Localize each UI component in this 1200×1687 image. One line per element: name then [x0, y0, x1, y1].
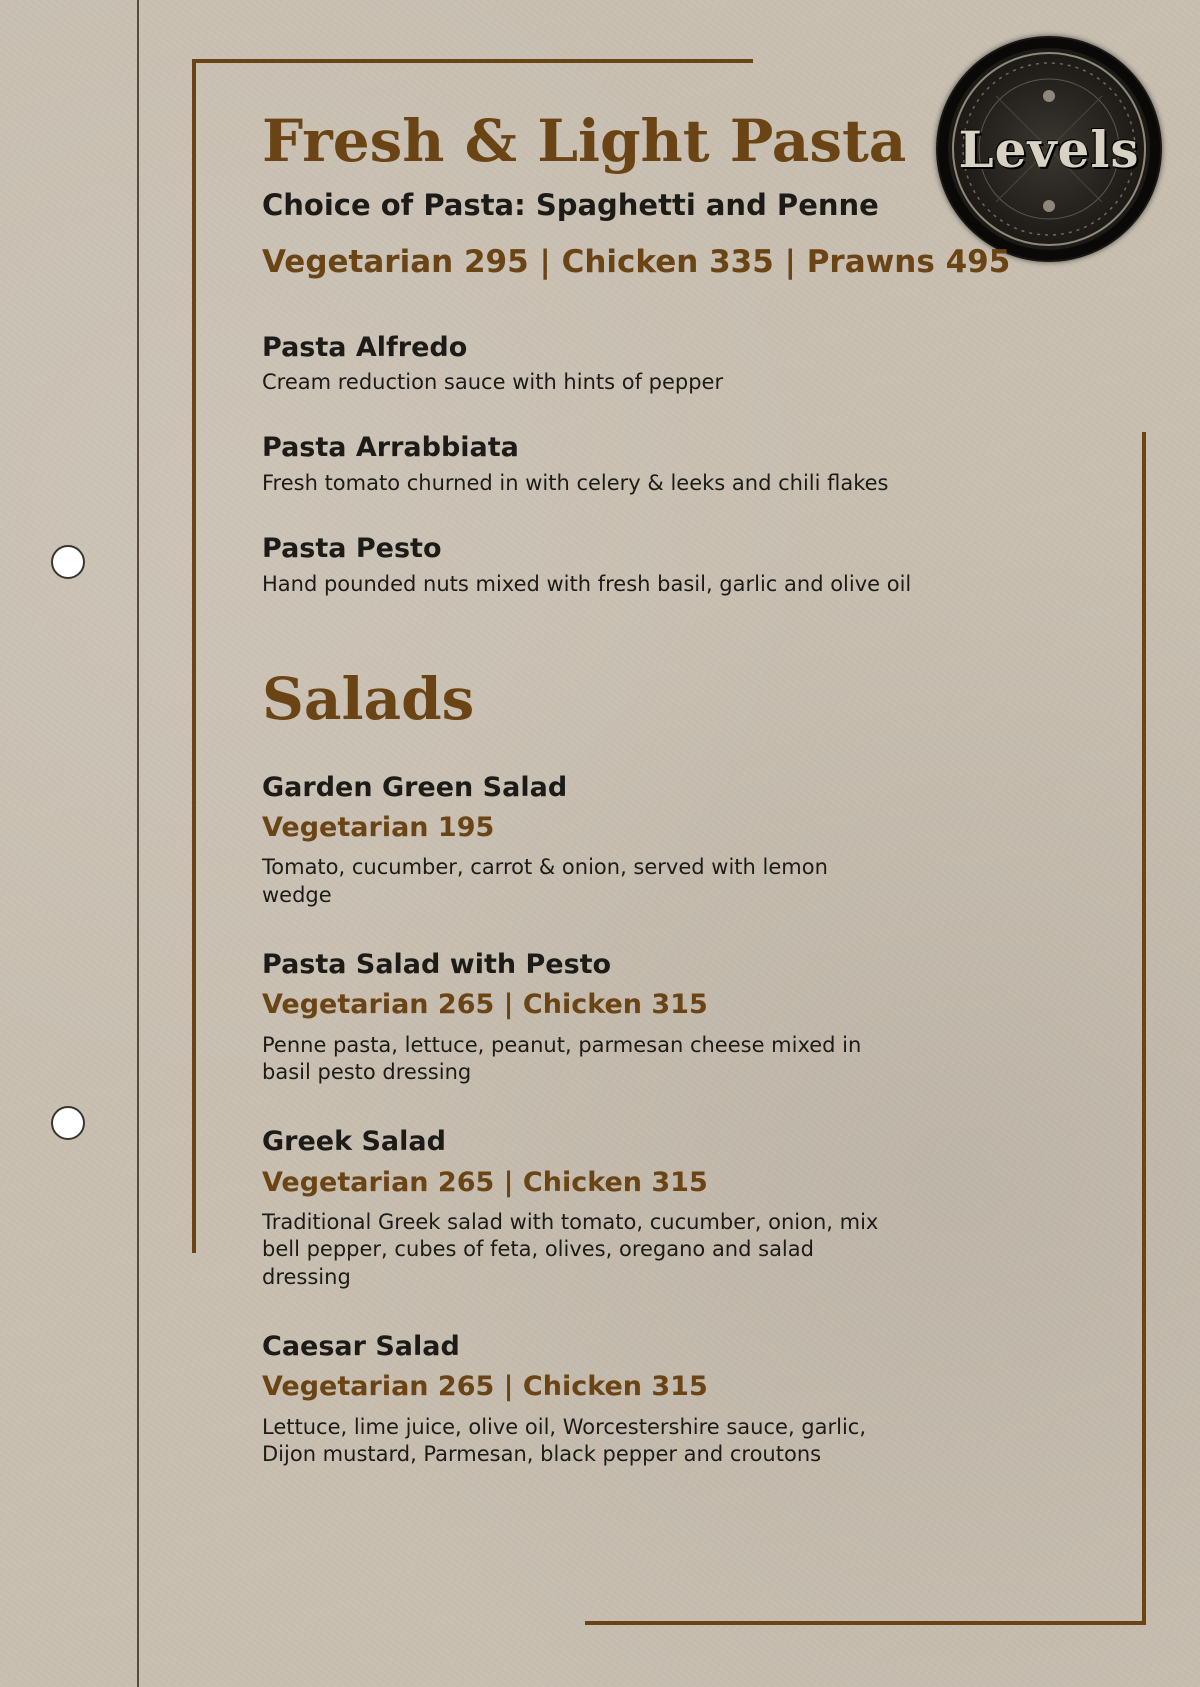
pasta-price-line: Vegetarian 295 | Chicken 335 | Prawns 495: [262, 243, 1011, 280]
frame-top-border: [192, 59, 753, 63]
item-description: Tomato, cucumber, carrot & onion, served with lemon wedge: [262, 855, 828, 907]
menu-item-pasta-pesto: [262, 533, 1112, 598]
logo-text: Levels: [958, 120, 1140, 179]
item-name: Pasta Pesto: [262, 533, 442, 565]
pasta-item-list: [262, 332, 1112, 598]
item-name: Garden Green Salad: [262, 771, 568, 803]
item-name: Caesar Salad: [262, 1331, 460, 1363]
menu-item-caesar-salad: [262, 1331, 1112, 1468]
menu-item-pasta-alfredo: [262, 332, 1112, 397]
item-price: Vegetarian 265 | Chicken 315: [262, 989, 708, 1021]
item-price: Vegetarian 265 | Chicken 315: [262, 1371, 708, 1403]
item-name: Pasta Alfredo: [262, 331, 468, 363]
menu-item-greek-salad: [262, 1126, 1112, 1291]
pasta-section-title: Fresh & Light Pasta: [262, 107, 907, 175]
item-description: Lettuce, lime juice, olive oil, Worcestershire sauce, garlic, Dijon mustard, Parmesan, black pepper and croutons: [262, 1414, 867, 1467]
frame-right-border: [1142, 432, 1146, 1625]
menu-item-pasta-salad-with-pesto: [262, 949, 1112, 1086]
item-price: Vegetarian 265 | Chicken 315: [262, 1166, 708, 1198]
item-description: Hand pounded nuts mixed with fresh basil, garlic and olive oil: [262, 571, 912, 596]
punch-hole: [51, 545, 85, 579]
item-name: Pasta Salad with Pesto: [262, 949, 612, 981]
item-name: Pasta Arrabbiata: [262, 432, 519, 464]
item-description: Penne pasta, lettuce, peanut, parmesan cheese mixed in basil pesto dressing: [262, 1032, 862, 1085]
item-description: Cream reduction sauce with hints of pepper: [262, 370, 724, 395]
item-description: Fresh tomato churned in with celery & leeks and chili flakes: [262, 470, 889, 495]
menu-item-garden-green-salad: [262, 772, 1112, 909]
binding-line: [137, 0, 139, 1687]
pasta-choice-subtitle: Choice of Pasta: Spaghetti and Penne: [262, 187, 879, 222]
salads-section-title: Salads: [262, 664, 475, 733]
frame-left-border: [192, 59, 196, 1253]
item-price: Vegetarian 195: [262, 812, 495, 844]
punch-hole: [51, 1106, 85, 1140]
item-name: Greek Salad: [262, 1126, 446, 1158]
item-description: Traditional Greek salad with tomato, cucumber, onion, mix bell pepper, cubes of feta, olives, oregano and salad dressing: [262, 1210, 879, 1289]
salad-item-list: [262, 772, 1112, 1469]
frame-bottom-border: [585, 1621, 1146, 1625]
menu-item-pasta-arrabbiata: [262, 432, 1112, 497]
menu-content: [262, 107, 1112, 1508]
